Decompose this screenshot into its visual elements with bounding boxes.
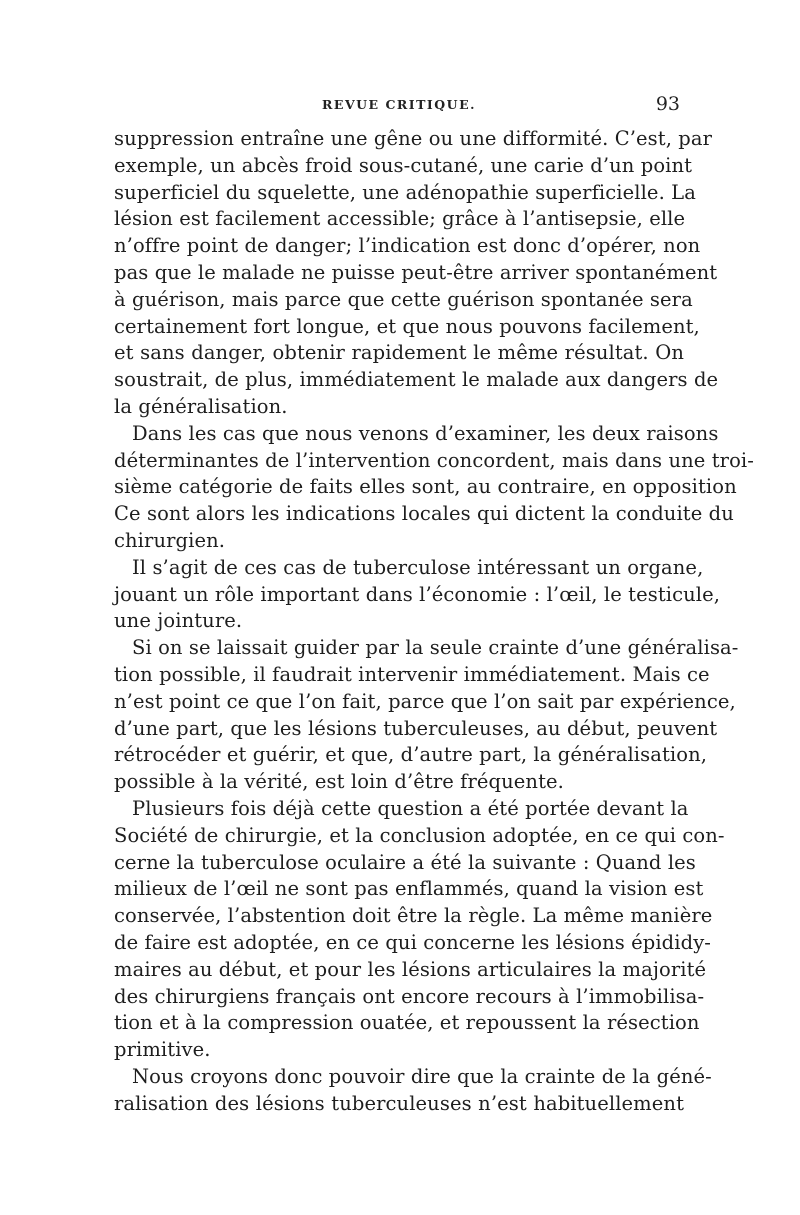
text-line: Dans les cas que nous venons d’examiner, les deux raisons [132,421,719,445]
text-line: milieux de l’œil ne sont pas enflammés, quand la vision est [114,877,704,901]
text-line: tion possible, il faudrait intervenir immédiatement. Mais ce [114,662,710,686]
text-line: maires au début, et pour les lésions articulaires la majorité [114,957,707,981]
running-title: REVUE CRITIQUE. [322,97,476,112]
text-line: la généralisation. [114,394,288,418]
text-line: sième catégorie de faits elles sont, au contraire, en opposition [114,475,737,499]
text-line: n’est point ce que l’on fait, parce que l’on sait par expérience, [114,689,736,713]
text-line: des chirurgiens français ont encore recours à l’immobilisa- [114,984,705,1008]
text-line: exemple, un abcès froid sous-cutané, une carie d’un point [114,153,693,177]
text-line: ralisation des lésions tuberculeuses n’est habituellement [114,1091,684,1115]
text-line: rétrocéder et guérir, et que, d’autre part, la généralisation, [114,743,708,767]
paragraph [114,126,719,421]
paragraph [114,555,721,635]
paragraph [114,1064,712,1118]
body-text [114,126,754,1117]
text-line: déterminantes de l’intervention concordent, mais dans une troi- [114,448,754,472]
running-head [114,93,684,119]
text-line: de faire est adoptée, en ce qui concerne les lésions épididy- [114,930,711,954]
paragraph [114,796,725,1064]
text-line: soustrait, de plus, immédiatement le malade aux dangers de [114,368,719,392]
paragraph [114,421,754,555]
text-line: lésion est facilement accessible; grâce à l’antisepsie, elle [114,207,686,231]
text-line: tion et à la compression ouatée, et repoussent la résection [114,1011,700,1035]
text-line: Nous croyons donc pouvoir dire que la crainte de la géné- [132,1064,712,1088]
text-line: et sans danger, obtenir rapidement le même résultat. On [114,341,684,365]
text-line: n’offre point de danger; l’indication est donc d’opérer, non [114,234,701,258]
text-line: jouant un rôle important dans l’économie : l’œil, le testicule, [114,582,721,606]
text-line: Si on se laissait guider par la seule crainte d’une généralisa- [132,636,739,660]
text-line: possible à la vérité, est loin d’être fréquente. [114,770,564,794]
text-line: suppression entraîne une gêne ou une difformité. C’est, par [114,127,713,150]
paragraph [114,635,739,796]
text-line: une jointure. [114,609,243,633]
page-number: 93 [655,93,680,115]
text-line: Il s’agit de ces cas de tuberculose intéressant un organe, [132,555,704,579]
text-line: d’une part, que les lésions tuberculeuses, au début, peuvent [114,716,718,740]
text-line: Ce sont alors les indications locales qui dictent la conduite du [114,502,734,526]
text-line: chirurgien. [114,528,226,552]
text-line: conservée, l’abstention doit être la règle. La même manière [114,904,713,928]
text-line: primitive. [114,1038,211,1062]
text-line: Plusieurs fois déjà cette question a été portée devant la [132,796,689,820]
text-line: cerne la tuberculose oculaire a été la suivante : Quand les [114,850,696,874]
text-line: superficiel du squelette, une adénopathie superficielle. La [114,180,696,204]
text-line: Société de chirurgie, et la conclusion adoptée, en ce qui con- [114,823,725,847]
text-line: certainement fort longue, et que nous pouvons facilement, [114,314,700,338]
text-line: à guérison, mais parce que cette guérison spontanée sera [114,287,693,311]
text-line: pas que le malade ne puisse peut-être arriver spontanément [114,260,718,284]
